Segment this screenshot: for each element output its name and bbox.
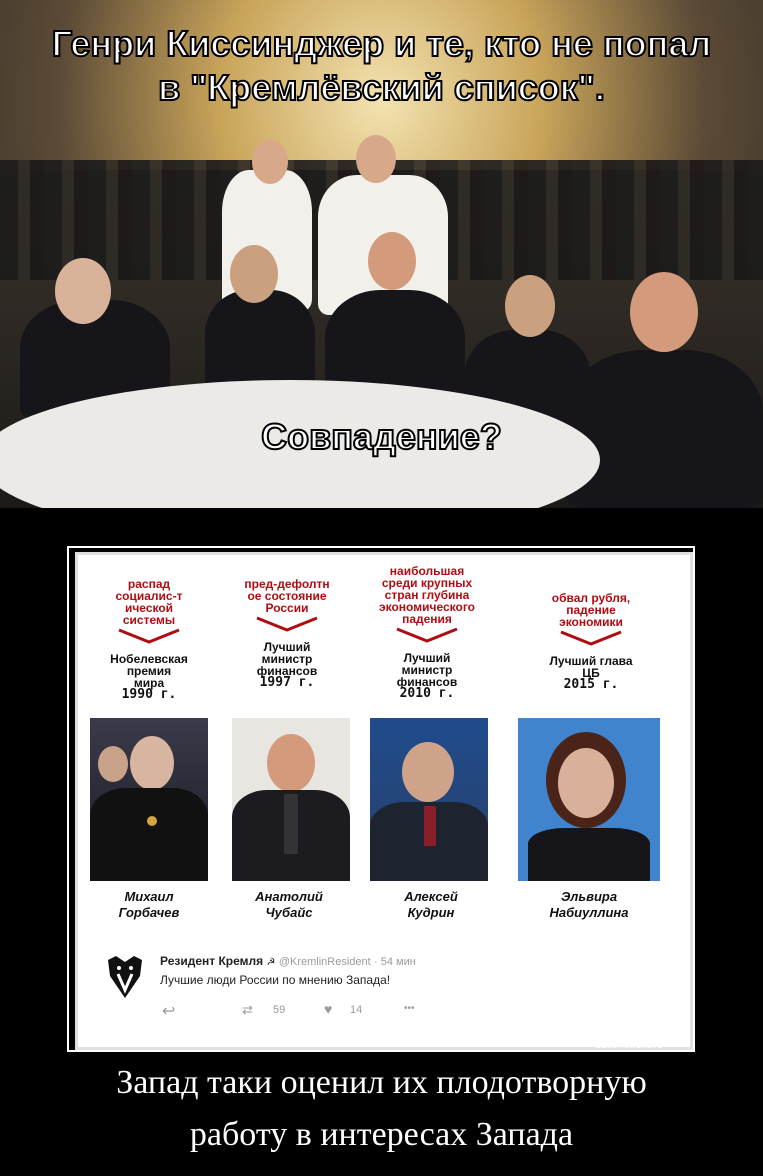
award-line: Лучший [403, 651, 451, 665]
column-1 [88, 578, 210, 701]
award-line: премия [126, 664, 172, 678]
column-4 [530, 592, 652, 691]
kremlin-avatar[interactable] [104, 954, 146, 1000]
portrait-chubais [232, 718, 350, 881]
award-text [226, 641, 348, 689]
consequence-line: социалис-т [115, 589, 183, 603]
award-line: финансов [396, 675, 458, 689]
tweet-author[interactable]: Резидент Кремля [160, 954, 264, 968]
person-name [366, 889, 496, 921]
consequence-line: стран глубина [384, 588, 470, 602]
consequence-line: падения [402, 612, 452, 626]
headline-question: Совпадение? [261, 416, 502, 457]
award-line: Нобелевская [110, 652, 188, 666]
person-name-line: Эльвира [560, 889, 618, 904]
column-2 [226, 578, 348, 689]
person-name-line: Набиуллина [549, 905, 629, 920]
consequence-line: наибольшая [389, 564, 465, 578]
column-3 [363, 565, 491, 700]
person-name-line: Горбачев [118, 905, 180, 920]
consequence-line: ое состояние [247, 589, 327, 603]
award-line: Лучший [263, 640, 311, 654]
consequence-line: среди крупных [381, 576, 473, 590]
consequence-text [88, 578, 210, 626]
headline-line1: Генри Киссинджер и те, кто не попал [51, 23, 712, 64]
award-text [363, 652, 491, 700]
person-name [84, 889, 214, 921]
chevron-down-icon [255, 616, 319, 632]
award-year: 1997 г. [259, 675, 315, 690]
watermark: DEMOTIVATORS.TO [596, 1043, 663, 1050]
consequence-line: падение [566, 603, 616, 617]
tweet-text: Лучшие люди России по мнению Запада! [160, 973, 391, 987]
caption-line1: Запад таки оценил их плодотворную [116, 1064, 647, 1101]
consequence-line: экономики [559, 615, 623, 629]
consequence-line: обвал рубля, [551, 591, 631, 605]
more-icon[interactable]: ••• [404, 1003, 415, 1014]
headline-line2: в "Кремлёвский список". [158, 67, 605, 108]
person-name-line: Михаил [124, 889, 174, 904]
portrait-kudrin [370, 718, 488, 881]
person-name-line: Алексей [404, 889, 458, 904]
reply-icon[interactable]: ↩ [162, 1003, 176, 1020]
tweet-handle[interactable]: @KremlinResident [278, 956, 371, 968]
consequence-text [530, 592, 652, 628]
award-year: 1990 г. [121, 687, 177, 702]
award-year: 2010 г. [399, 686, 455, 701]
award-text [88, 653, 210, 701]
consequence-line: ической [124, 601, 174, 615]
consequence-line: пред-дефолтн [244, 577, 330, 591]
person-name-line: Кудрин [407, 905, 455, 920]
award-text [530, 655, 652, 691]
tweet-time[interactable]: · 54 мин [374, 956, 416, 968]
award-line: министр [401, 663, 453, 677]
award-line: министр [261, 652, 313, 666]
award-line: ЦБ [582, 666, 600, 680]
portrait-nabiullina [518, 718, 660, 881]
person-name [224, 889, 354, 921]
portrait-gorbachev [90, 718, 208, 881]
award-line: мира [133, 676, 165, 690]
award-line: Лучший глава [549, 654, 633, 668]
consequence-line: экономического [379, 600, 475, 614]
like-count: 14 [350, 1004, 363, 1016]
consequence-line: распад [127, 577, 171, 591]
tweet-badge-icon: ☭ [266, 957, 276, 968]
award-line: финансов [256, 664, 318, 678]
caption-line2: работу в интересах Запада [189, 1116, 574, 1153]
person-name-line: Анатолий [255, 889, 323, 904]
award-year: 2015 г. [563, 677, 619, 692]
chevron-down-icon [559, 630, 623, 646]
consequence-text [226, 578, 348, 614]
like-icon[interactable]: ♥ [324, 1001, 333, 1017]
consequence-line: России [265, 601, 309, 615]
chevron-down-icon [395, 627, 459, 643]
chevron-down-icon [117, 628, 181, 644]
person-name-line: Чубайс [265, 905, 313, 920]
banquet-photo [0, 0, 763, 508]
retweet-count: 59 [273, 1004, 286, 1016]
retweet-icon[interactable]: ⇄ [242, 1002, 253, 1017]
person-name [524, 889, 654, 921]
consequence-text [363, 565, 491, 625]
consequence-line: системы [122, 613, 176, 627]
